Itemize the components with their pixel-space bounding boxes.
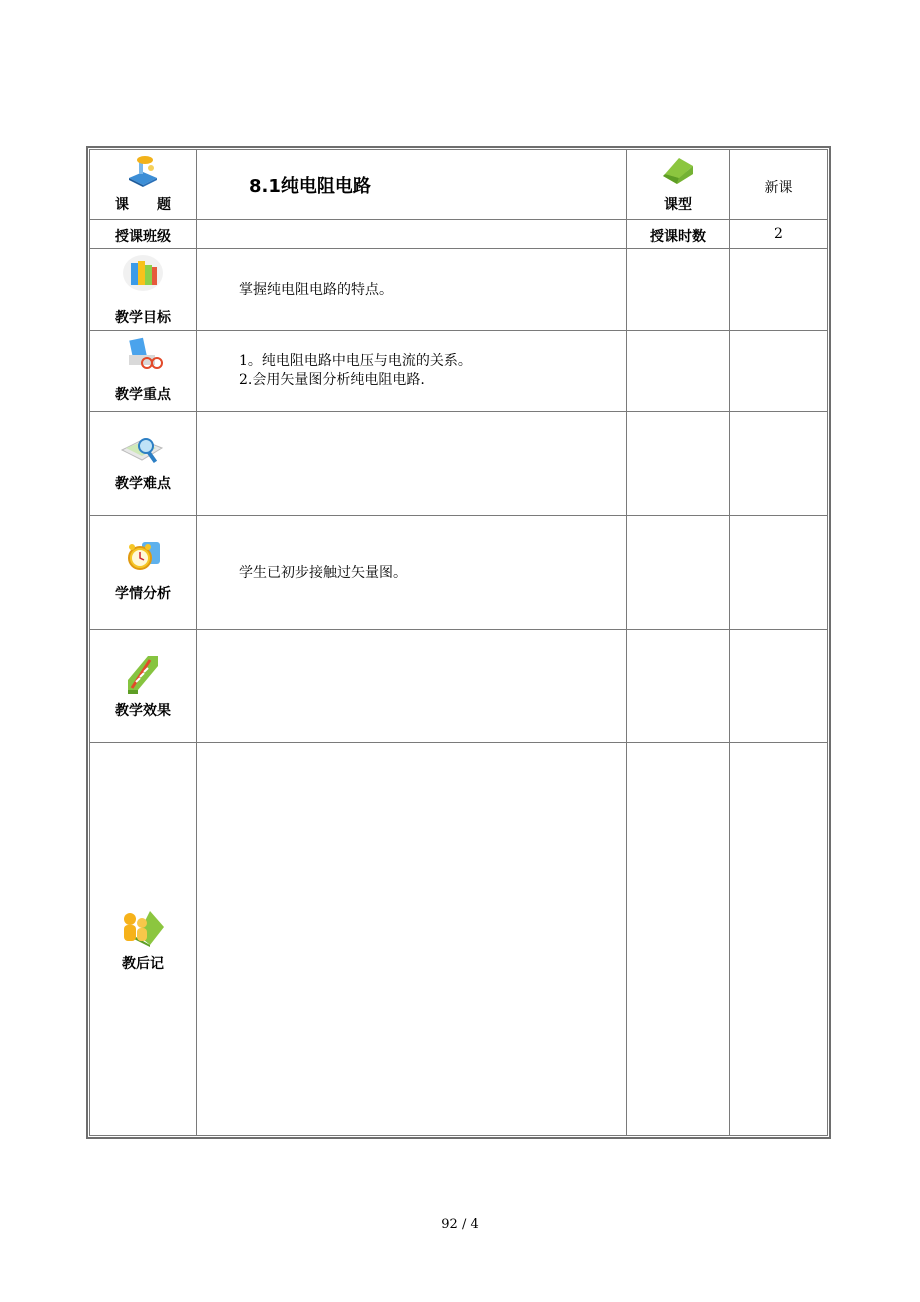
topic-label-cell [90, 150, 197, 220]
type-label-cell [627, 150, 730, 220]
magnifier-papers-icon [120, 432, 166, 468]
alarm-clock-icon [122, 538, 164, 576]
reflection-label: 教后记 [122, 956, 164, 972]
hours-label-cell [627, 220, 730, 249]
book-lamp-icon [125, 154, 161, 188]
goal-line-1: 掌握纯电阻电路的特点。 [239, 282, 393, 298]
topic-value-cell [197, 150, 627, 220]
hours-value: 2 [774, 226, 783, 242]
class-label: 授课班级 [115, 229, 171, 245]
type-value: 新课 [764, 180, 793, 196]
focus-line-1: 1。纯电阻电路中电压与电流的关系。 [239, 353, 472, 369]
analysis-line-1: 学生已初步接触过矢量图。 [239, 565, 407, 581]
focus-label: 教学重点 [115, 387, 171, 403]
books-stack-icon [121, 253, 165, 293]
difficulty-extra-cell-2 [730, 412, 828, 516]
analysis-content-cell [197, 516, 627, 630]
class-value-cell [197, 220, 627, 249]
goal-row [90, 249, 828, 331]
goal-content [239, 281, 393, 300]
difficulty-content-cell [197, 412, 627, 516]
goal-extra-cell-1 [627, 249, 730, 331]
hours-value-cell [730, 220, 828, 249]
topic-title: 8.1纯电阻电路 [249, 176, 371, 197]
reflection-label-cell [90, 743, 197, 1136]
green-book-icon [659, 154, 697, 188]
focus-extra-cell-2 [730, 331, 828, 412]
goal-label-cell [90, 249, 197, 331]
people-book-icon [120, 905, 166, 947]
hours-label: 授课时数 [650, 229, 706, 245]
escalator-icon [124, 650, 162, 696]
type-value-cell [730, 150, 828, 220]
effect-row [90, 630, 828, 743]
effect-label: 教学效果 [115, 703, 171, 719]
difficulty-label: 教学难点 [115, 476, 171, 492]
focus-line-2: 2.会用矢量图分析纯电阻电路. [239, 372, 425, 388]
reflection-extra-cell-2 [730, 743, 828, 1136]
lesson-plan-frame [86, 146, 831, 1139]
analysis-content [239, 564, 407, 583]
difficulty-label-cell [90, 412, 197, 516]
topic-label: 课 题 [115, 197, 171, 213]
analysis-extra-cell-1 [627, 516, 730, 630]
reflection-content-cell [197, 743, 627, 1136]
reflection-row [90, 743, 828, 1136]
effect-content-cell [197, 630, 627, 743]
class-row [90, 220, 828, 249]
class-label-cell [90, 220, 197, 249]
effect-extra-cell-2 [730, 630, 828, 743]
difficulty-extra-cell-1 [627, 412, 730, 516]
topic-row [90, 150, 828, 220]
goal-extra-cell-2 [730, 249, 828, 331]
effect-extra-cell-1 [627, 630, 730, 743]
type-label: 课型 [664, 197, 692, 213]
focus-row [90, 331, 828, 412]
focus-extra-cell-1 [627, 331, 730, 412]
effect-label-cell [90, 630, 197, 743]
notes-glasses-icon [121, 335, 165, 373]
page-number: 92 / 4 [441, 1217, 479, 1232]
analysis-extra-cell-2 [730, 516, 828, 630]
difficulty-row [90, 412, 828, 516]
analysis-label: 学情分析 [115, 586, 171, 602]
analysis-row [90, 516, 828, 630]
goal-label: 教学目标 [115, 310, 171, 326]
reflection-extra-cell-1 [627, 743, 730, 1136]
goal-content-cell [197, 249, 627, 331]
focus-label-cell [90, 331, 197, 412]
lesson-plan-table [89, 149, 828, 1136]
focus-content [239, 352, 472, 390]
focus-content-cell [197, 331, 627, 412]
analysis-label-cell [90, 516, 197, 630]
